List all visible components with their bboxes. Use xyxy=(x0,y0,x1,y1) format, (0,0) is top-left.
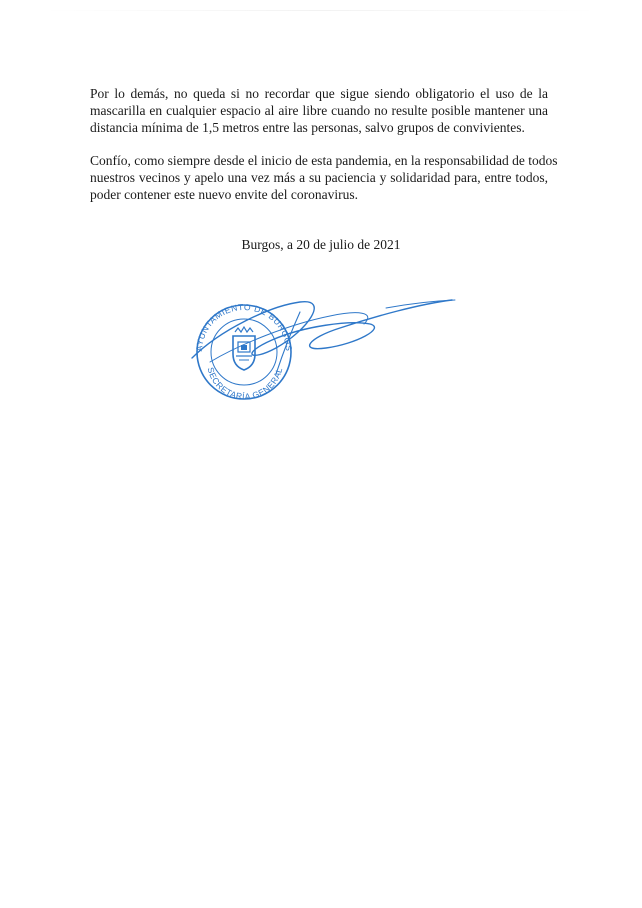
paragraph-line: nuestros vecinos y apelo una vez más a su paciencia y solidaridad para, entre todos, xyxy=(90,170,548,185)
scan-artifact-line xyxy=(40,10,600,11)
paragraph-line: Confío, como siempre desde el inicio de esta pandemia, en la responsabilidad de todos xyxy=(90,153,558,168)
place-and-date: Burgos, a 20 de julio de 2021 xyxy=(241,237,401,252)
paragraph-closing-appeal xyxy=(90,152,558,203)
official-seal xyxy=(194,302,294,402)
paragraph-line: poder contener este nuevo envite del coronavirus. xyxy=(90,187,359,202)
paragraph-line: mascarilla en cualquier espacio al aire libre cuando no resulte posible mantener una xyxy=(90,103,548,118)
paragraph-line: Por lo demás, no queda si no recordar que sigue siendo obligatorio el uso de la xyxy=(90,86,548,101)
signature-and-seal xyxy=(180,290,470,410)
seal-top-text: AYUNTAMIENTO DE BURGOS xyxy=(193,301,295,352)
handwritten-signature xyxy=(192,300,455,374)
seal-and-signature-graphic xyxy=(180,290,470,410)
paragraph-mask-reminder xyxy=(90,85,548,136)
paragraph-line: distancia mínima de 1,5 metros entre las personas, salvo grupos de convivientes. xyxy=(90,120,525,135)
seal-bottom-text: SECRETARÍA GENERAL xyxy=(205,366,285,402)
